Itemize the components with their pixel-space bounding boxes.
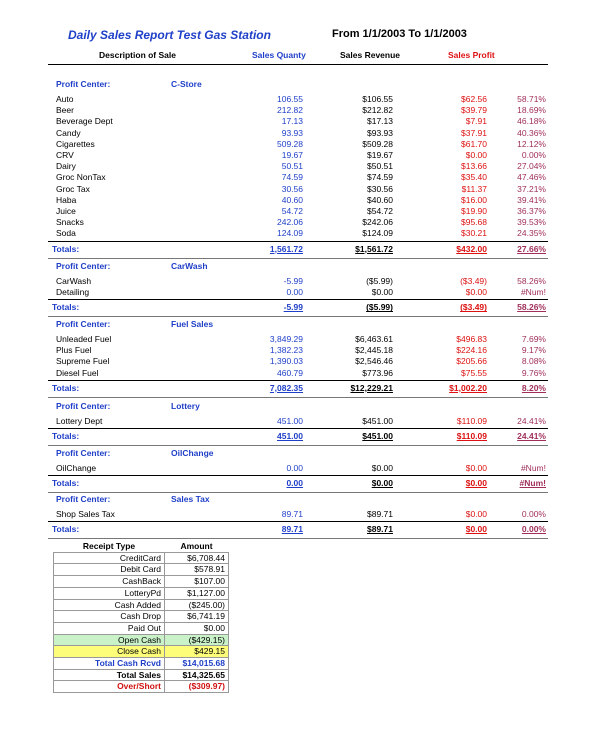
- receipt-amount: $1,127.00: [165, 587, 229, 599]
- sale-quantity: 17.13: [281, 116, 303, 127]
- totals-label: Totals:: [52, 431, 80, 442]
- sale-profit: $205.66: [456, 356, 487, 367]
- sale-profit: $110.09: [456, 416, 487, 426]
- receipt-type: Close Cash: [54, 646, 165, 658]
- section-rule: [48, 380, 548, 381]
- sales-row: [0, 463, 600, 474]
- sale-revenue: ($5.99): [366, 276, 393, 286]
- sale-margin: 7.69%: [521, 334, 546, 344]
- total-cash-received-row: [54, 658, 229, 670]
- sale-revenue: $17.13: [367, 116, 393, 127]
- date-range: From 1/1/2003 To 1/1/2003: [332, 28, 467, 40]
- sale-revenue: $89.71: [367, 509, 393, 519]
- profit-center-label: Profit Center:: [56, 79, 111, 89]
- sale-quantity: -5.99: [283, 276, 303, 286]
- profit-center-label: Profit Center:: [56, 401, 111, 411]
- sales-row: [0, 345, 600, 356]
- header-profit: Sales Profit: [448, 50, 495, 60]
- profit-center-label: Profit Center:: [56, 448, 111, 458]
- total-revenue: $89.71: [367, 524, 393, 535]
- sale-quantity: 1,390.03: [269, 356, 303, 367]
- sale-revenue: $0.00: [371, 463, 393, 473]
- sale-quantity: 0.00: [286, 287, 303, 298]
- profit-center-name: OilChange: [171, 448, 214, 458]
- sale-quantity: 212.82: [277, 105, 303, 116]
- sales-row: [0, 172, 600, 183]
- profit-center-label: Profit Center:: [56, 319, 111, 329]
- receipt-amount: $6,741.19: [165, 611, 229, 623]
- sale-description: Beer: [56, 105, 74, 116]
- receipt-amount: ($245.00): [165, 599, 229, 611]
- section-rule: [48, 521, 548, 522]
- sale-description: CRV: [56, 150, 74, 160]
- sale-revenue: $19.67: [367, 150, 393, 160]
- receipt-row: [54, 587, 229, 599]
- total-profit: $432.00: [456, 243, 487, 254]
- receipt-row: [54, 611, 229, 623]
- total-profit: $0.00: [465, 524, 487, 535]
- section-rule: [48, 316, 548, 317]
- sales-row: [0, 195, 600, 206]
- sale-quantity: 460.79: [277, 367, 303, 378]
- sales-row: [0, 206, 600, 217]
- sale-quantity: 89.71: [281, 509, 303, 519]
- sale-revenue: $54.72: [367, 206, 393, 216]
- sale-margin: 27.04%: [517, 161, 546, 172]
- profit-center-name: Sales Tax: [171, 494, 210, 504]
- total-revenue: ($5.99): [366, 302, 393, 313]
- sale-margin: 8.08%: [521, 356, 546, 367]
- sale-revenue: $2,445.18: [355, 345, 393, 356]
- sale-margin: 58.26%: [517, 276, 546, 286]
- sale-margin: 24.41%: [517, 416, 546, 426]
- sales-row: [0, 368, 600, 379]
- total-sales-label: Total Sales: [54, 669, 165, 681]
- sale-revenue: $773.96: [362, 367, 393, 378]
- total-margin: 8.20%: [521, 382, 546, 393]
- section-rule: [48, 475, 548, 476]
- sale-profit: $16.00: [461, 194, 487, 205]
- sales-row: [0, 287, 600, 298]
- sale-quantity: 106.55: [277, 94, 303, 104]
- total-sales-value: $14,325.65: [165, 669, 229, 681]
- total-profit: $110.09: [456, 431, 487, 442]
- profit-center-header: [0, 448, 600, 459]
- sale-profit: $496.83: [456, 334, 487, 344]
- sales-row: [0, 416, 600, 427]
- sale-revenue: $6,463.61: [355, 334, 393, 344]
- header-revenue: Sales Revenue: [340, 50, 401, 60]
- profit-center-header: [0, 401, 600, 412]
- totals-row: [0, 383, 600, 394]
- total-quantity: 1,561.72: [269, 243, 303, 254]
- section-rule: [48, 299, 548, 300]
- total-profit: ($3.49): [460, 302, 487, 313]
- receipt-amount: $578.91: [165, 564, 229, 576]
- sale-description: Supreme Fuel: [56, 356, 110, 367]
- sale-description: OilChange: [56, 463, 97, 473]
- sale-margin: 39.41%: [517, 194, 546, 205]
- sale-description: Groc NonTax: [56, 172, 106, 183]
- sales-row: [0, 128, 600, 139]
- totals-row: [0, 524, 600, 535]
- total-margin: 24.41%: [517, 431, 546, 442]
- sale-description: Detailing: [56, 287, 90, 298]
- sale-revenue: $30.56: [367, 183, 393, 194]
- report-title: Daily Sales Report Test Gas Station: [68, 28, 271, 42]
- sale-revenue: $124.09: [362, 228, 393, 239]
- total-quantity: 0.00: [286, 478, 303, 489]
- sale-description: Diesel Fuel: [56, 367, 99, 378]
- sales-row: [0, 105, 600, 116]
- over-short-row: [54, 681, 229, 693]
- sale-profit: $35.40: [461, 172, 487, 183]
- sale-quantity: 74.59: [281, 172, 303, 183]
- profit-center-name: C-Store: [171, 79, 202, 89]
- receipt-row: [54, 599, 229, 611]
- sales-row: [0, 228, 600, 239]
- sales-row: [0, 139, 600, 150]
- section-rule: [48, 428, 548, 429]
- receipt-type: Paid Out: [54, 622, 165, 634]
- header-description: Description of Sale: [99, 50, 176, 60]
- sale-margin: 39.53%: [517, 217, 546, 228]
- receipt-type: Cash Drop: [54, 611, 165, 623]
- receipt-row: [54, 576, 229, 588]
- profit-center-label: Profit Center:: [56, 494, 111, 504]
- totals-row: [0, 302, 600, 313]
- sale-profit: $11.37: [461, 183, 487, 194]
- sales-row: [0, 184, 600, 195]
- sale-margin: 9.76%: [521, 367, 546, 378]
- sale-margin: #Num!: [520, 463, 546, 473]
- total-revenue: $1,561.72: [355, 243, 393, 254]
- total-revenue: $0.00: [371, 478, 393, 489]
- sales-row: [0, 356, 600, 367]
- totals-label: Totals:: [52, 478, 80, 489]
- sale-profit: $75.55: [461, 367, 487, 378]
- sale-description: Auto: [56, 94, 74, 104]
- section-rule: [48, 258, 548, 259]
- sale-profit: $0.00: [465, 463, 487, 473]
- sale-revenue: $212.82: [362, 105, 393, 116]
- sale-description: Unleaded Fuel: [56, 334, 112, 344]
- total-margin: #Num!: [519, 478, 546, 489]
- receipt-table: [53, 541, 229, 693]
- receipt-amount: $0.00: [165, 622, 229, 634]
- sales-row: [0, 116, 600, 127]
- sale-margin: 47.46%: [517, 172, 546, 183]
- sale-profit: $13.66: [461, 161, 487, 172]
- section-rule: [48, 538, 548, 539]
- sale-quantity: 50.51: [281, 161, 303, 172]
- sale-revenue: $106.55: [362, 94, 393, 104]
- total-margin: 58.26%: [517, 302, 546, 313]
- sale-quantity: 93.93: [281, 127, 303, 138]
- receipt-amount: $6,708.44: [165, 552, 229, 564]
- profit-center-header: [0, 261, 600, 272]
- sale-margin: 12.12%: [517, 138, 546, 149]
- sale-revenue: $74.59: [367, 172, 393, 183]
- total-cash-received-value: $14,015.68: [165, 658, 229, 670]
- receipt-type: Open Cash: [54, 634, 165, 646]
- sales-row: [0, 509, 600, 520]
- receipt-row: [54, 634, 229, 646]
- sales-row: [0, 150, 600, 161]
- sale-profit: $0.00: [465, 509, 487, 519]
- sale-description: Beverage Dept: [56, 116, 113, 127]
- profit-center-name: CarWash: [171, 261, 208, 271]
- sale-description: Haba: [56, 194, 77, 205]
- receipt-type-header: Receipt Type: [82, 541, 136, 551]
- totals-row: [0, 244, 600, 255]
- receipt-type: CreditCard: [54, 552, 165, 564]
- sale-profit: ($3.49): [460, 276, 487, 286]
- sale-revenue: $242.06: [362, 217, 393, 228]
- totals-row: [0, 431, 600, 442]
- total-revenue: $451.00: [362, 431, 393, 442]
- sale-quantity: 30.56: [281, 183, 303, 194]
- sale-revenue: $451.00: [362, 416, 393, 426]
- sale-quantity: 54.72: [281, 206, 303, 216]
- sale-description: CarWash: [56, 276, 92, 286]
- sale-profit: $224.16: [456, 345, 487, 356]
- sales-row: [0, 276, 600, 287]
- sale-margin: #Num!: [520, 287, 546, 298]
- total-margin: 27.66%: [517, 243, 546, 254]
- sale-margin: 24.35%: [517, 228, 546, 239]
- sale-profit: $37.91: [461, 127, 487, 138]
- header-rule: [48, 64, 548, 65]
- sales-row: [0, 334, 600, 345]
- sale-margin: 37.21%: [517, 183, 546, 194]
- total-quantity: -5.99: [283, 302, 303, 313]
- sale-margin: 9.17%: [521, 345, 546, 356]
- sales-row: [0, 161, 600, 172]
- sale-margin: 58.71%: [517, 94, 546, 104]
- receipt-type: Debit Card: [54, 564, 165, 576]
- profit-center-name: Lottery: [171, 401, 200, 411]
- sale-description: Candy: [56, 127, 81, 138]
- totals-label: Totals:: [52, 302, 80, 313]
- total-quantity: 7,082.35: [269, 382, 303, 393]
- sale-profit: $0.00: [465, 150, 487, 160]
- totals-label: Totals:: [52, 243, 80, 254]
- sale-profit: $30.21: [461, 228, 487, 239]
- sale-description: Lottery Dept: [56, 416, 103, 426]
- sale-margin: 18.69%: [517, 105, 546, 116]
- totals-label: Totals:: [52, 382, 80, 393]
- total-margin: 0.00%: [521, 524, 546, 535]
- receipt-amount: $107.00: [165, 576, 229, 588]
- sale-quantity: 1,382.23: [269, 345, 303, 356]
- sale-quantity: 0.00: [286, 463, 303, 473]
- sale-quantity: 509.28: [277, 138, 303, 149]
- sale-margin: 46.18%: [517, 116, 546, 127]
- sale-description: Plus Fuel: [56, 345, 92, 356]
- profit-center-header: [0, 319, 600, 330]
- sales-row: [0, 217, 600, 228]
- sale-quantity: 19.67: [281, 150, 303, 160]
- sale-revenue: $93.93: [367, 127, 393, 138]
- profit-center-name: Fuel Sales: [171, 319, 214, 329]
- section-rule: [48, 445, 548, 446]
- receipt-type: CashBack: [54, 576, 165, 588]
- receipt-amount: $429.15: [165, 646, 229, 658]
- totals-row: [0, 478, 600, 489]
- sale-description: Juice: [56, 206, 76, 216]
- amount-header: Amount: [180, 541, 213, 551]
- sale-revenue: $40.60: [367, 194, 393, 205]
- total-quantity: 89.71: [281, 524, 303, 535]
- receipt-type: LotteryPd: [54, 587, 165, 599]
- total-quantity: 451.00: [277, 431, 303, 442]
- sale-margin: 40.36%: [517, 127, 546, 138]
- sale-revenue: $509.28: [362, 138, 393, 149]
- sale-profit: $39.79: [461, 105, 487, 116]
- receipt-row: [54, 622, 229, 634]
- receipt-row: [54, 564, 229, 576]
- over-short-label: Over/Short: [54, 681, 165, 693]
- receipt-row: [54, 552, 229, 564]
- sale-description: Cigarettes: [56, 138, 95, 149]
- header-quantity: Sales Quanty: [252, 50, 306, 60]
- totals-label: Totals:: [52, 524, 80, 535]
- profit-center-label: Profit Center:: [56, 261, 111, 271]
- receipt-amount: ($429.15): [165, 634, 229, 646]
- sale-profit: $0.00: [465, 287, 487, 298]
- sale-description: Soda: [56, 228, 76, 239]
- total-profit: $0.00: [465, 478, 487, 489]
- sale-description: Shop Sales Tax: [56, 509, 115, 519]
- sale-quantity: 3,849.29: [269, 334, 303, 344]
- sale-quantity: 242.06: [277, 217, 303, 228]
- total-profit: $1,002.20: [449, 382, 487, 393]
- sale-description: Groc Tax: [56, 183, 90, 194]
- over-short-value: ($309.97): [165, 681, 229, 693]
- sale-revenue: $50.51: [367, 161, 393, 172]
- total-revenue: $12,229.21: [350, 382, 393, 393]
- sale-profit: $19.90: [461, 206, 487, 216]
- sale-revenue: $0.00: [371, 287, 393, 298]
- receipt-header-row: [54, 541, 229, 552]
- sale-profit: $7.91: [465, 116, 487, 127]
- receipt-type: Cash Added: [54, 599, 165, 611]
- sale-profit: $61.70: [461, 138, 487, 149]
- sale-margin: 0.00%: [521, 150, 546, 160]
- profit-center-header: [0, 494, 600, 505]
- receipt-row: [54, 646, 229, 658]
- total-sales-row: [54, 669, 229, 681]
- sale-quantity: 40.60: [281, 194, 303, 205]
- sale-quantity: 124.09: [277, 228, 303, 239]
- sale-quantity: 451.00: [277, 416, 303, 426]
- sale-profit: $95.68: [461, 217, 487, 228]
- section-rule: [48, 241, 548, 242]
- profit-center-header: [0, 79, 600, 90]
- sale-description: Dairy: [56, 161, 76, 172]
- sale-profit: $62.56: [461, 94, 487, 104]
- sale-revenue: $2,546.46: [355, 356, 393, 367]
- section-rule: [48, 397, 548, 398]
- sale-margin: 0.00%: [521, 509, 546, 519]
- sale-description: Snacks: [56, 217, 84, 228]
- total-cash-received-label: Total Cash Rcvd: [54, 658, 165, 670]
- sale-margin: 36.37%: [517, 206, 546, 216]
- sales-row: [0, 94, 600, 105]
